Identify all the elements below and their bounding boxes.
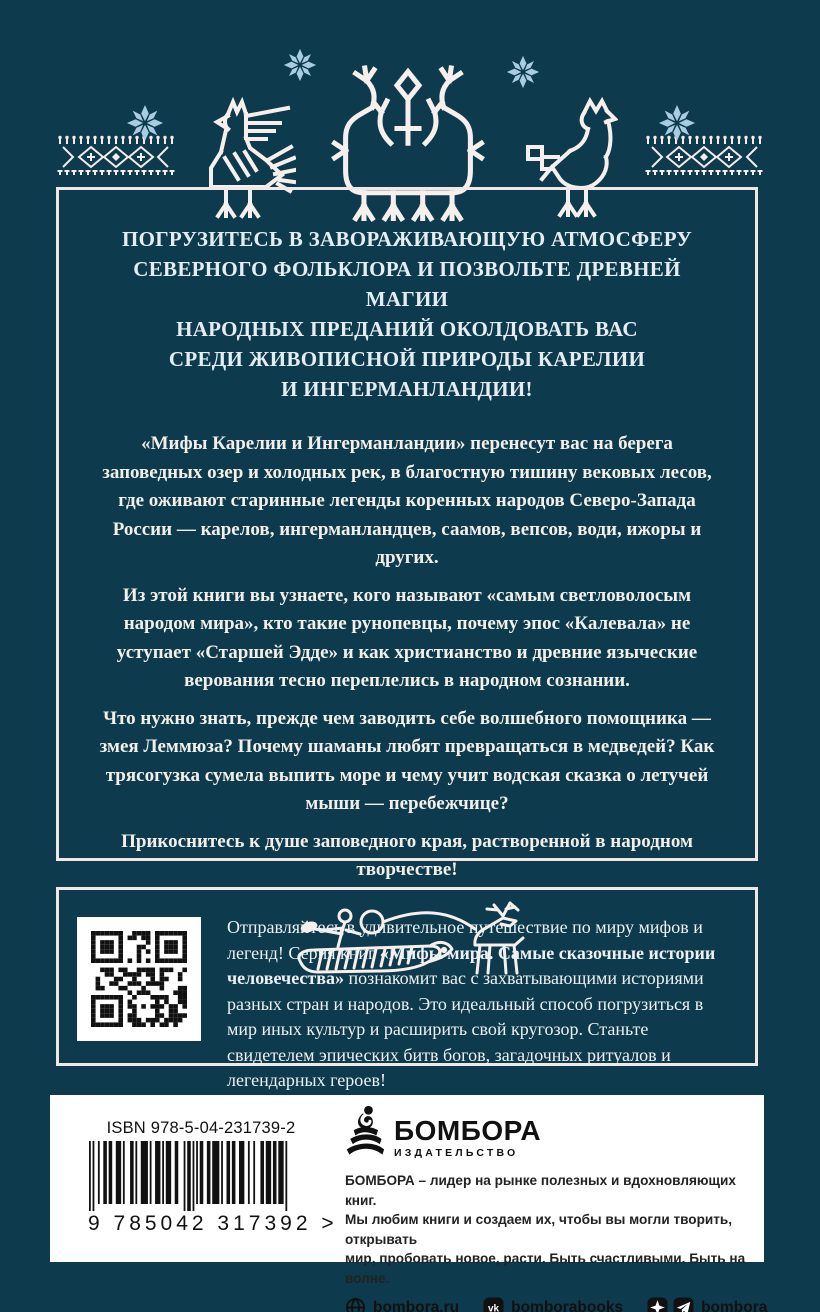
snowflake-icon xyxy=(658,104,696,142)
social-links-row xyxy=(345,1297,768,1312)
barcode-digits: 9 785042 317392 > xyxy=(88,1212,338,1235)
heading-line: СРЕДИ ЖИВОПИСНОЙ ПРИРОДЫ КАРЕЛИИ xyxy=(168,347,646,371)
snowflake-icon xyxy=(126,104,164,142)
social-item-website xyxy=(345,1297,459,1312)
publisher-logo xyxy=(345,1103,765,1161)
barcode xyxy=(86,1141,292,1211)
series-title: «Мифы мира. Самые сказочные истории человечества» xyxy=(227,942,716,988)
vk-icon xyxy=(483,1297,504,1312)
series-text-before: Отправляйтесь в удивительное путешествие по миру мифов и легенд! Серия книг xyxy=(227,917,703,963)
description-line: Мы любим книги и создаем их, чтобы вы могли творить, открывать xyxy=(345,1212,733,1247)
annotation-paragraph: «Мифы Карелии и Ингерманландии» перенесут вас на берега заповедных озер и холодных рек, в благостную тишину вековых лесов, где оживают старинные легенды коренных народов Северо-Запада России — карелов, ингерманландцев, саамов, вепсов, води, ижоры и других. xyxy=(102,433,712,568)
telegram-icon xyxy=(673,1297,694,1312)
social-item-vk xyxy=(483,1297,623,1312)
svg-text:vk: vk xyxy=(488,1303,500,1312)
isbn-label: ISBN 978-5-04-231739-2 xyxy=(106,1119,296,1137)
series-description xyxy=(227,915,731,1094)
annotation-paragraph: Прикоснитесь к душе заповедного края, растворенной в народном творчестве! xyxy=(121,830,693,880)
series-box xyxy=(56,887,758,1090)
social-label: bombora.ru xyxy=(373,1298,460,1312)
social-label: bomborabooks xyxy=(511,1298,624,1312)
zen-icon xyxy=(647,1297,668,1312)
isbn-block xyxy=(86,1119,338,1236)
description-line: мир, пробовать новое, расти. Быть счастливыми. Быть на волне. xyxy=(345,1251,746,1286)
description-line: БОМБОРА – лидер на рынке полезных и вдохновляющих книг. xyxy=(345,1173,736,1208)
publisher-name: БОМБОРА xyxy=(394,1115,542,1146)
heading-line: И ИНГЕРМАНЛАНДИИ! xyxy=(281,377,533,401)
cover-heading xyxy=(97,224,717,404)
heading-line: СЕВЕРНОГО ФОЛЬКЛОРА И ПОЗВОЛЬТЕ ДРЕВНЕЙ МАГИИ xyxy=(133,257,681,311)
qr-code xyxy=(77,917,201,1041)
publisher-subtitle: ИЗДАТЕЛЬСТВО xyxy=(394,1147,519,1159)
annotation-box xyxy=(56,187,758,880)
heading-line: ПОГРУЗИТЕСЬ В ЗАВОРАЖИВАЮЩУЮ АТМОСФЕРУ xyxy=(121,227,693,251)
annotation-paragraph: Что нужно знать, прежде чем заводить себе волшебного помощника — змея Леммюза? Почему шаманы любят превращаться в медведей? Как трясогузка сумела выпить море и чему учит водская сказка о летучей мыши — перебежчице? xyxy=(99,707,715,814)
snowflake-icon xyxy=(506,55,540,89)
snowflake-icon xyxy=(283,48,317,82)
social-label: bombora xyxy=(701,1298,768,1312)
annotation-paragraph: Из этой книги вы узнаете, кого называют «самым светловолосым народом мира», кто такие рунопевцы, почему эпос «Калевала» не уступает «Старшей Эдде» и как христианство и древние языческие верования тесно переплелись в народном сознании. xyxy=(116,584,698,691)
series-text-after: познакомит вас с захватывающими историями разных стран и народов. Это идеальный способ погрузиться в мир иных культур и расширить свой кругозор. Станьте свидетелем эпических битв богов, загадочных ритуалов и легендарных героев! xyxy=(227,968,704,1090)
publisher-logo-text xyxy=(394,1117,541,1161)
heading-line: НАРОДНЫХ ПРЕДАНИЙ ОКОЛДОВАТЬ ВАС xyxy=(176,317,638,341)
publisher-description xyxy=(345,1171,765,1288)
globe-icon xyxy=(345,1297,366,1312)
social-item-messengers xyxy=(647,1297,767,1312)
publisher-block xyxy=(345,1103,768,1312)
publisher-panel xyxy=(50,1095,768,1312)
bombora-logo-icon xyxy=(345,1103,385,1161)
